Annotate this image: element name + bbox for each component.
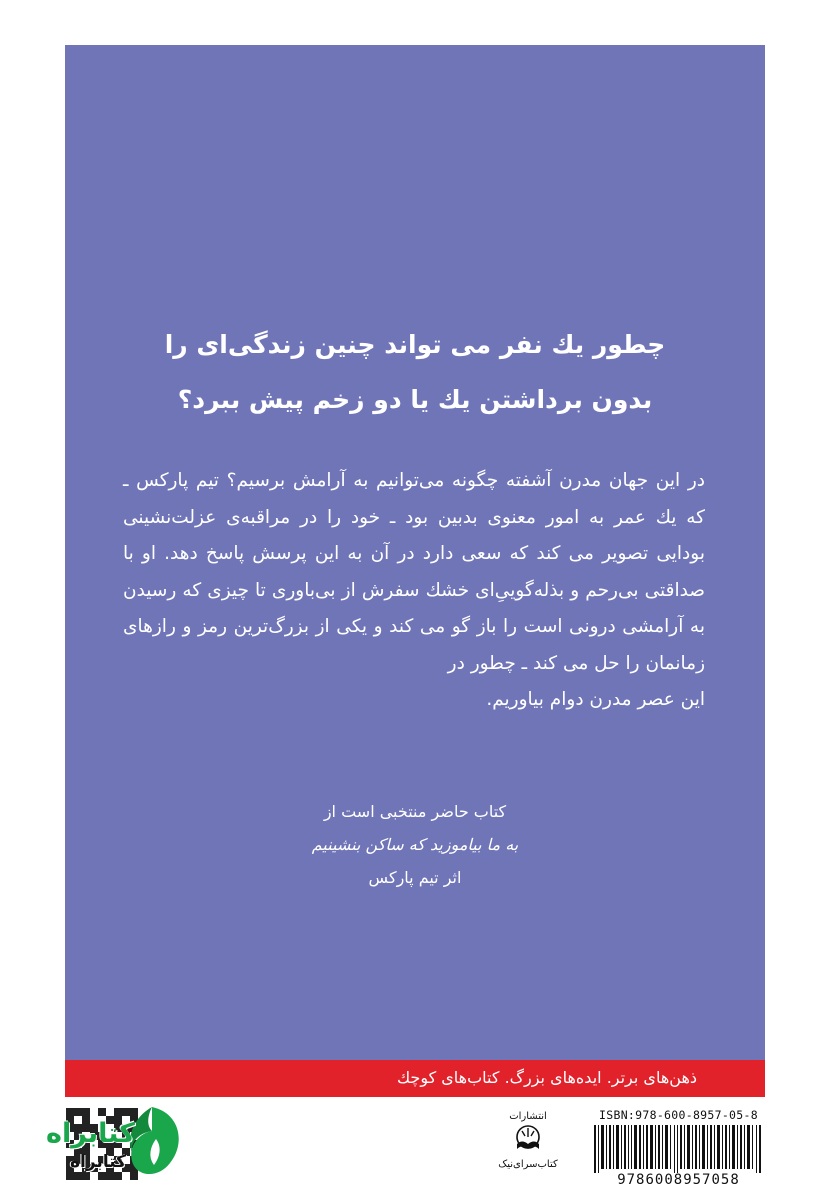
series-band	[65, 1060, 765, 1097]
source-line-1: کتاب حاضر منتخبی است از	[323, 802, 507, 821]
publisher-label-bottom: کتاب‌سرای‌نیک	[498, 1159, 558, 1170]
barcode-bars-icon	[594, 1125, 763, 1173]
blurb-last-line: این عصر مدرن دوام بیاوریم.	[486, 689, 705, 710]
headline	[65, 317, 765, 427]
watermark-subtext: کتابراه	[70, 1152, 127, 1172]
headline-line-2: بدون برداشتن یك یا دو زخم پیش ببرد؟	[177, 385, 653, 414]
isbn-text: ISBN:978-600-8957-05-8	[599, 1108, 758, 1122]
source-book-title: به ما بیاموزید که ساکن بنشینیم	[311, 835, 519, 854]
source-author-line: اثر تیم پارکس	[368, 868, 462, 887]
blurb	[65, 463, 765, 719]
watermark-text: کتابراه	[46, 1118, 135, 1149]
source-note	[65, 795, 765, 894]
series-tagline: ذهن‌های برتر. ایده‌های بزرگ. کتاب‌های کوچك	[396, 1068, 697, 1087]
open-book-icon	[511, 1124, 545, 1154]
publisher-label-top: انتشارات	[509, 1111, 547, 1122]
publisher-logo	[498, 1110, 558, 1190]
blurb-body: در این جهان مدرن آشفته چگونه می‌توانیم به آرامش برسیم؟ تیم پارکس ـ که یك عمر به امور معنوی بدبین بود ـ خود را در مراقبه‌ی عزلت‌نشینی بودایی تصویر می کند که سعی دارد در آن به این پرسش پاسخ دهد. او با صداقتی بی‌رحم و بذله‌گوییِ‌ای خشك سفرش از بی‌باوری تا چیزی که رسیدن به آرامشی درونی است را باز گو می کند و یکی از بزرگ‌ترین رمز و رازهای زمانمان را حل می کند ـ چطور در	[123, 470, 705, 674]
barcode-number: 9786008957058	[617, 1172, 740, 1188]
headline-line-1: چطور یك نفر می تواند چنین زندگی‌ای را	[164, 330, 666, 359]
back-cover	[65, 45, 765, 1060]
barcode	[592, 1108, 765, 1190]
